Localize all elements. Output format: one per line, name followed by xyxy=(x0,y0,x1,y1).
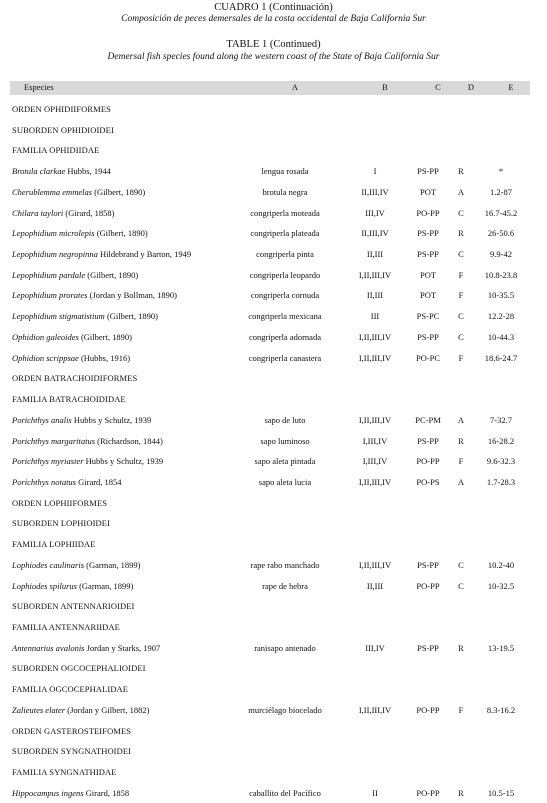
column-c-cell: PS-PP xyxy=(417,642,439,653)
species-author: Girard, 1858 xyxy=(83,787,130,798)
column-d-cell: A xyxy=(457,414,465,425)
table-row xyxy=(0,576,547,597)
species-name: Lepophidium stigmatistium xyxy=(12,311,105,322)
common-name-cell: ranisapo antenado xyxy=(254,642,316,653)
column-b-cell: I,II,III,IV xyxy=(358,559,392,570)
taxon-group-label: ORDEN OPHIDIIFORMES xyxy=(12,104,111,114)
taxon-group-label: SUBORDEN OGCOCEPHALIOIDEI xyxy=(12,663,146,674)
taxon-group-row xyxy=(0,493,547,514)
common-name-cell: congriperla canastera xyxy=(248,352,322,363)
species-name: Porichthys notatus xyxy=(12,476,76,487)
column-header-a: A xyxy=(291,82,299,92)
taxon-group-row xyxy=(0,140,547,161)
species-author: Jordan y Starks, 1907 xyxy=(84,642,161,653)
column-c-cell: PS-PP xyxy=(417,249,439,260)
common-name-cell: sapo aleta lucia xyxy=(258,476,312,487)
species-cell xyxy=(12,788,129,798)
taxon-group-row xyxy=(0,389,547,410)
table-title-en: TABLE 1 (Continued) xyxy=(226,39,321,50)
species-author: (Jordan y Gilbert, 1882) xyxy=(65,704,150,715)
column-b-cell: I xyxy=(373,166,377,177)
column-b-cell: I,II,III,IV xyxy=(358,476,392,487)
table-row xyxy=(0,555,547,576)
species-author: (Garman, 1899) xyxy=(76,580,134,591)
column-e-cell: 1.2-87 xyxy=(490,186,512,197)
column-e-cell: 16.7-45.2 xyxy=(484,207,518,218)
species-cell xyxy=(12,436,163,446)
species-author: Hubbs, 1944 xyxy=(65,166,111,177)
species-author: Hubbs y Schultz, 1939 xyxy=(71,414,152,425)
column-b-cell: I,II,III,IV xyxy=(358,352,392,363)
species-name: Porichthys analis xyxy=(12,414,72,425)
species-author: (Jordan y Bollman, 1890) xyxy=(87,290,177,301)
column-d-cell: F xyxy=(458,456,464,467)
column-d-cell: C xyxy=(458,249,464,260)
table-row xyxy=(0,472,547,493)
common-name-cell: congriperla mexicana xyxy=(248,311,322,322)
species-cell xyxy=(12,643,160,653)
column-d-cell: C xyxy=(458,559,464,570)
species-name: Hippocampus ingens xyxy=(12,787,84,798)
column-b-cell: III xyxy=(370,311,380,322)
species-name: Ophidion scrippsae xyxy=(12,352,79,363)
column-header-species: Especies xyxy=(24,82,54,92)
taxon-group-row xyxy=(0,534,547,555)
species-author: (Gilbert, 1890) xyxy=(104,311,158,322)
table-row xyxy=(0,700,547,721)
taxon-group-row xyxy=(0,99,547,120)
table-row xyxy=(0,285,547,306)
table-row xyxy=(0,638,547,659)
column-e-cell: 10.5-15 xyxy=(487,787,515,798)
column-b-cell: I,II,III,IV xyxy=(358,331,392,342)
taxon-group-label: FAMILIA LOPHIIDAE xyxy=(12,539,96,550)
taxon-group-row xyxy=(0,762,547,783)
column-c-cell: PS-PP xyxy=(417,435,439,446)
column-e-cell: 9.9-42 xyxy=(490,249,512,260)
column-d-cell: F xyxy=(458,352,464,363)
species-name: Ophidion galeoides xyxy=(12,331,79,342)
taxon-group-label: FAMILIA OPHIDIIDAE xyxy=(12,145,100,156)
column-c-cell: PS-PP xyxy=(417,166,439,177)
common-name-cell: congriperla pinta xyxy=(256,249,314,260)
column-e-cell: 16-28.2 xyxy=(487,435,515,446)
common-name-cell: rape de hebra xyxy=(262,580,308,591)
species-author: Girard, 1854 xyxy=(75,476,122,487)
common-name-cell: sapo luminoso xyxy=(260,435,310,446)
species-author: (Gilbert, 1890) xyxy=(78,331,132,342)
species-author: (Gilbert, 1890) xyxy=(85,269,139,280)
species-cell xyxy=(12,166,111,176)
species-cell xyxy=(12,477,122,487)
taxon-group-label: FAMILIA SYNGNATHIDAE xyxy=(12,767,117,777)
species-name: Lepophidium microlepis xyxy=(12,228,95,239)
taxon-group-label: SUBORDEN LOPHIOIDEI xyxy=(12,518,110,529)
column-d-cell: R xyxy=(458,642,464,653)
species-name: Zalieutes elater xyxy=(12,704,66,715)
species-cell xyxy=(12,415,151,425)
species-name: Cherublemma emmelas xyxy=(12,186,93,197)
species-name: Porichthys margaritatus xyxy=(12,435,96,446)
column-e-cell: 10-44.3 xyxy=(487,331,515,342)
taxon-group-label: SUBORDEN ANTENNARIOIDEI xyxy=(12,601,135,612)
species-cell xyxy=(12,249,191,259)
column-e-cell: 7-32.7 xyxy=(490,414,512,425)
column-d-cell: C xyxy=(458,331,464,342)
species-cell xyxy=(12,581,133,591)
column-e-cell: 8.3-16.2 xyxy=(486,704,516,715)
column-d-cell: A xyxy=(457,476,465,487)
common-name-cell: rape rabo manchado xyxy=(250,559,320,570)
common-name-cell: congriperla leopardo xyxy=(249,269,321,280)
species-name: Lepophidium negropinna xyxy=(12,249,98,260)
column-header-row xyxy=(10,81,530,95)
column-b-cell: I,II,III,IV xyxy=(358,704,392,715)
species-cell xyxy=(12,353,130,363)
species-author: Hubbs y Schultz, 1939 xyxy=(83,456,164,467)
column-b-cell: I,III,IV xyxy=(362,456,388,467)
column-b-cell: I,III,IV xyxy=(362,435,388,446)
column-e-cell: 26-50.6 xyxy=(487,228,515,239)
taxon-group-row xyxy=(0,617,547,638)
table-row xyxy=(0,161,547,182)
column-c-cell: POT xyxy=(419,186,437,197)
taxon-group-label: ORDEN GASTEROSTEIFOMES xyxy=(12,725,132,736)
species-author: (Hubbs, 1916) xyxy=(78,352,131,363)
species-cell xyxy=(12,290,177,300)
taxon-group-label: FAMILIA ANTENNARIIDAE xyxy=(12,621,120,632)
species-author: (Garman, 1899) xyxy=(84,559,141,570)
column-e-cell: * xyxy=(498,166,504,177)
common-name-cell: murciélago biocelado xyxy=(248,704,322,715)
common-name-cell: congriperla cornuda xyxy=(250,290,320,301)
taxon-group-row xyxy=(0,513,547,534)
column-d-cell: R xyxy=(458,435,464,446)
column-e-cell: 12.2-28 xyxy=(487,311,515,322)
column-e-cell: 10.2-40 xyxy=(487,559,515,570)
table-body xyxy=(0,99,547,803)
species-author: (Gilbert, 1890) xyxy=(92,186,146,197)
column-d-cell: A xyxy=(457,186,465,197)
table-subtitle-en: Demersal fish species found along the western coast of the State of Baja California Sur xyxy=(107,52,440,62)
column-e-cell: 10-35.5 xyxy=(487,290,515,301)
column-c-cell: PS-PP xyxy=(417,331,439,342)
common-name-cell: lengua rosada xyxy=(261,166,309,177)
table-row xyxy=(0,306,547,327)
species-cell xyxy=(12,208,114,218)
taxon-group-row xyxy=(0,596,547,617)
column-c-cell: POT xyxy=(419,269,437,280)
common-name-cell: congriperla moteada xyxy=(250,207,320,218)
taxon-group-label: ORDEN BATRACHOIDIFORMES xyxy=(12,373,138,384)
column-header-d: D xyxy=(467,82,475,92)
column-b-cell: II xyxy=(372,787,378,798)
table-row xyxy=(0,431,547,452)
common-name-cell: sapo de luto xyxy=(264,414,306,425)
species-name: Lophiodes spilurus xyxy=(12,580,77,591)
taxon-group-row xyxy=(0,658,547,679)
column-e-cell: 10.8-23.8 xyxy=(484,269,518,280)
column-c-cell: PO-PP xyxy=(416,456,440,467)
column-d-cell: F xyxy=(458,704,464,715)
species-author: (Girard, 1858) xyxy=(63,207,115,218)
column-c-cell: PO-PS xyxy=(416,476,440,487)
common-name-cell: congriperla adornada xyxy=(249,331,321,342)
taxon-group-row xyxy=(0,721,547,742)
column-b-cell: III,IV xyxy=(365,207,385,218)
taxon-group-label: SUBORDEN SYNGNATHOIDEI xyxy=(12,746,132,757)
species-cell xyxy=(12,456,163,466)
column-c-cell: PC-PM xyxy=(415,414,441,425)
species-name: Lepophidium prorates xyxy=(12,290,88,301)
table-row xyxy=(0,244,547,265)
column-header-b: B xyxy=(382,82,388,92)
table-title-es: CUADRO 1 (Continuación) xyxy=(214,2,333,13)
column-d-cell: C xyxy=(458,207,464,218)
species-author: (Richardson, 1844) xyxy=(95,435,163,446)
column-b-cell: II,III xyxy=(366,249,384,260)
common-name-cell: sapo aleta pintada xyxy=(254,456,316,467)
column-header-e: E xyxy=(508,82,514,92)
column-c-cell: PS-PP xyxy=(417,559,439,570)
column-c-cell: PO-PP xyxy=(416,787,440,798)
table-row xyxy=(0,348,547,369)
taxon-group-label: FAMILIA BATRACHOIDIDAE xyxy=(12,394,126,405)
column-e-cell: 9.6-32.3 xyxy=(486,456,516,467)
column-d-cell: C xyxy=(458,311,464,322)
column-c-cell: PS-PC xyxy=(416,311,440,322)
column-e-cell: 13-19.5 xyxy=(487,642,515,653)
species-cell xyxy=(12,187,145,197)
column-b-cell: II,III xyxy=(366,580,384,591)
column-d-cell: C xyxy=(458,580,464,591)
table-row xyxy=(0,327,547,348)
taxon-group-row xyxy=(0,741,547,762)
column-c-cell: PO-PP xyxy=(416,704,440,715)
column-e-cell: 10-32.5 xyxy=(487,580,515,591)
species-author: Hildebrand y Barton, 1949 xyxy=(97,249,192,260)
species-name: Lophiodes caulinaris xyxy=(12,559,85,570)
column-d-cell: F xyxy=(458,290,464,301)
table-row xyxy=(0,451,547,472)
table-row xyxy=(0,783,547,803)
column-e-cell: 1.7-28.3 xyxy=(486,476,516,487)
species-name: Brotula clarkae xyxy=(12,166,66,177)
common-name-cell: congriperla plateada xyxy=(250,228,320,239)
table-row xyxy=(0,182,547,203)
species-cell xyxy=(12,270,138,280)
common-name-cell: caballito del Pacífico xyxy=(249,787,321,798)
column-e-cell: 18.6-24.7 xyxy=(484,352,518,363)
taxon-group-row xyxy=(0,679,547,700)
species-name: Chilara taylori xyxy=(12,207,64,218)
column-d-cell: F xyxy=(458,269,464,280)
table-row xyxy=(0,265,547,286)
taxon-group-label: FAMILIA OGCOCEPHALIDAE xyxy=(12,684,129,695)
taxon-group-label: ORDEN LOPHIIFORMES xyxy=(12,497,108,508)
column-c-cell: PS-PP xyxy=(417,228,439,239)
column-b-cell: II,III,IV xyxy=(361,228,389,239)
common-name-cell: brotula negra xyxy=(262,186,308,197)
taxon-group-row xyxy=(0,120,547,141)
column-d-cell: R xyxy=(458,787,464,798)
table-row xyxy=(0,410,547,431)
species-name: Lepophidium pardale xyxy=(12,269,86,280)
table-row xyxy=(0,203,547,224)
species-cell xyxy=(12,705,149,715)
species-cell xyxy=(12,332,132,342)
species-name: Porichthys myriaster xyxy=(12,456,84,467)
column-c-cell: PO-PP xyxy=(416,580,440,591)
species-cell xyxy=(12,311,158,321)
column-b-cell: I,II,III,IV xyxy=(358,269,392,280)
column-c-cell: PO-PP xyxy=(416,207,440,218)
species-cell xyxy=(12,228,148,238)
column-b-cell: II,III xyxy=(366,290,384,301)
table-subtitle-es: Composición de peces demersales de la costa occidental de Baja California Sur xyxy=(121,14,426,24)
species-author: (Gilbert, 1890) xyxy=(94,228,148,239)
table-row xyxy=(0,223,547,244)
column-d-cell: R xyxy=(458,166,464,177)
species-name: Antennarius avalonis xyxy=(12,642,85,653)
column-b-cell: I,II,III,IV xyxy=(358,414,392,425)
taxon-group-label: SUBORDEN OPHIDIOIDEI xyxy=(12,124,114,135)
species-cell xyxy=(12,560,140,570)
column-b-cell: III,IV xyxy=(365,642,385,653)
column-d-cell: R xyxy=(458,228,464,239)
column-header-c: C xyxy=(435,82,441,92)
column-c-cell: PO-PC xyxy=(415,352,441,363)
taxon-group-row xyxy=(0,368,547,389)
column-c-cell: POT xyxy=(419,290,437,301)
column-b-cell: II,III,IV xyxy=(361,186,389,197)
